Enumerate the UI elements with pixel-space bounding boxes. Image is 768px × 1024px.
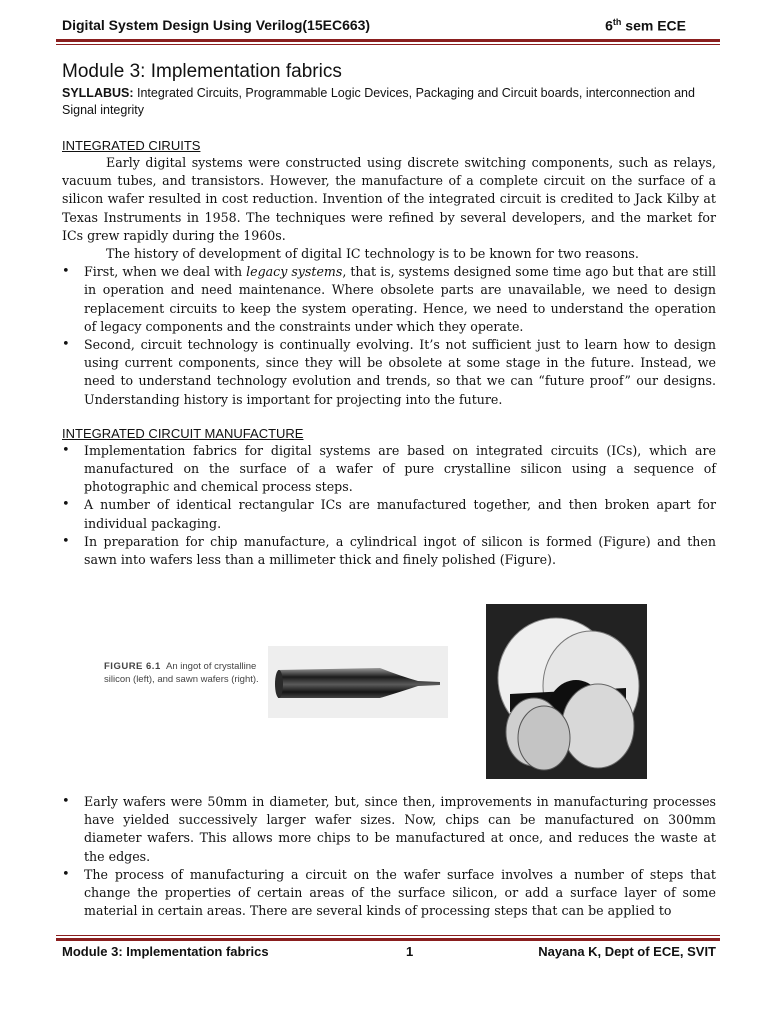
page-content-lower	[62, 793, 716, 920]
legacy-systems-term: legacy systems	[246, 264, 343, 280]
module-title: Module 3: Implementation fabrics	[62, 61, 342, 82]
figure-caption-text: An ingot of crystalline silicon (left), and sawn wafers (right).	[104, 661, 259, 685]
figure-caption	[104, 660, 264, 686]
reasons-list	[62, 263, 716, 409]
wafer-process-list	[62, 793, 716, 920]
list-item: • Implementation fabrics for digital systems are based on integrated circuits (ICs), which are manufactured on the surface of a wafer of pure crystalline silicon using a sequence of photographic and chemical process steps.	[62, 442, 716, 497]
header-title: Digital System Design Using Verilog(15EC663)	[62, 17, 371, 33]
section-title-integrated-circuits: INTEGRATED CIRUITS	[62, 138, 201, 153]
silicon-wafers-image	[486, 604, 647, 779]
footer-rule-thick	[56, 938, 720, 941]
list-item: • First, when we deal with legacy systems, that is, systems designed some time ago but that are still in operation and need maintenance. Where obsolete parts are unavailable, we need to design replacement circuits to keep the system operating. Hence, we need to understand the operation of legacy components and the constraints under which they operate.	[62, 263, 716, 336]
header-rule-thick	[56, 39, 720, 42]
list-item: • In preparation for chip manufacture, a cylindrical ingot of silicon is formed (Figure) and then sawn into wafers less than a millimeter thick and finely polished (Figure).	[62, 533, 716, 569]
footer-rule-thin	[56, 935, 720, 936]
list-item: • The process of manufacturing a circuit on the wafer surface involves a number of steps that change the properties of certain areas of the surface silicon, or add a surface layer of some material in certain areas. There are several kinds of processing steps that can be applied to	[62, 866, 716, 921]
page-footer	[62, 944, 716, 964]
header-semester: 6th sem ECE	[605, 17, 686, 34]
paragraph-history-reasons: The history of development of digital IC technology is to be known for two reasons.	[106, 246, 639, 262]
syllabus	[62, 85, 716, 119]
syllabus-label: SYLLABUS:	[62, 86, 134, 100]
list-item: • Early wafers were 50mm in diameter, but, since then, improvements in manufacturing processes have yielded successively larger wafer sizes. Now, chips can be manufactured on 300mm diameter wafers. This allows more chips to be manufactured at once, and reduces the waste at the edges.	[62, 793, 716, 866]
footer-author: Nayana K, Dept of ECE, SVIT	[538, 944, 716, 959]
page-header	[62, 17, 716, 37]
manufacture-list	[62, 442, 716, 569]
section-title-ic-manufacture: INTEGRATED CIRCUIT MANUFACTURE	[62, 425, 304, 441]
footer-module: Module 3: Implementation fabrics	[62, 944, 269, 959]
list-item: • Second, circuit technology is continually evolving. It’s not sufficient just to learn how to design using current components, since they will be obsolete at some stage in the future. Instead, we need to understand technology evolution and trends, so that we can “future proof” our designs. Understanding history is important for projecting into the future.	[62, 336, 716, 409]
page-number: 1	[406, 944, 414, 959]
header-rule-thin	[56, 44, 720, 45]
syllabus-text: Integrated Circuits, Programmable Logic Devices, Packaging and Circuit boards, interconnection and Signal integrity	[62, 86, 695, 117]
figure-label: FIGURE 6.1	[104, 661, 161, 672]
list-item: • A number of identical rectangular ICs are manufactured together, and then broken apart for individual packaging.	[62, 496, 716, 532]
silicon-ingot-image	[268, 646, 448, 718]
paragraph-early-digital-systems: Early digital systems were constructed using discrete switching components, such as relays, vacuum tubes, and transistors. However, the manufacture of a complete circuit on the surface of a silicon wafer resulted in cost reduction. Invention of the integrated circuit is credited to Jack Kilby at Texas Instruments in 1958. The techniques were refined by several developers, and the market for ICs grew rapidly during the 1960s.	[62, 155, 716, 243]
page-content	[62, 60, 716, 569]
